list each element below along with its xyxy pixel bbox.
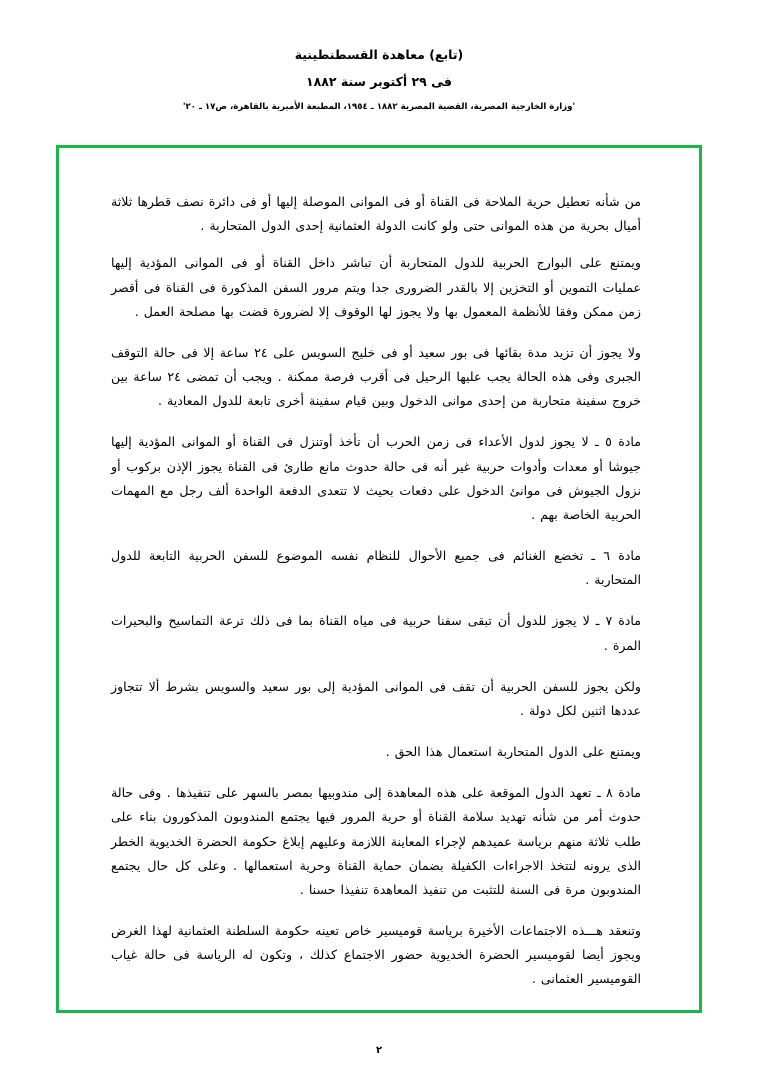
content-frame	[56, 145, 702, 1013]
paragraph: وتنعقد هـــذه الاجتماعات الأخيرة برياسة قوميسير خاص تعينه حكومة السلطنة العثمانية لهذا الغرض ويجوز أيضا لقوميسير الحضرة الخديوية حضور الاجتماع كذلك ، وتكون له الرياسة فى حالة غياب القوميسير العثمانى .	[111, 923, 641, 987]
page-number: ٢	[375, 1045, 383, 1056]
page-title: (تابع) معاهدة القسطنطينية	[294, 47, 464, 62]
paragraph: من شأنه تعطيل حرية الملاحة فى القناة أو فى الموانى الموصلة إليها أو فى دائرة نصف قطرها ثلاثة أميال بحرية من هذه الموانى حتى ولو كانت الدولة العثمانية إحدى الدول المتحاربة .	[111, 194, 641, 234]
paragraph: ويمتنع على البوارج الحربية للدول المتحاربة أن تباشر داخل القناة أو فى الموانى المؤدية إليها عمليات التموين أو التخزين إلا بالقدر الضرورى جدا ويتم مرور السفن المذكورة فى القناة فى أقصر زمن ممكن وفقا للأنظمة المعمول بها ولا يجوز لها الوقوف إلا لضرورة قضت بها مصلحة العمل .	[111, 255, 641, 319]
paragraph: ولا يجوز أن تزيد مدة بقائها فى بور سعيد أو فى خليج السويس على ٢٤ ساعة إلا فى حالة التوقف الجبرى وفى هذه الحالة يجب عليها الرحيل فى أقرب فرصة ممكنة . ويجب أن تمضى ٢٤ ساعة بين خروج سفينة متحاربة من إحدى موانى الدخول وبين قيام سفينة أخرى تابعة للدول المعادية .	[111, 344, 641, 409]
article-7: مادة ٧ ـ لا يجوز للدول أن تبقى سفنا حربية فى مياه القناة بما فى ذلك ترعة التماسيح والبحيرات المرة .	[111, 613, 641, 653]
content-body	[59, 148, 699, 1010]
article-5: مادة ٥ ـ لا يجوز لدول الأعداء فى زمن الحرب أن تأخذ أوتنزل فى القناة أو الموانى المؤدية إليها جيوشا أو معدات وأدوات حربية غير أنه فى حالة حدوث مانع طارئ فى القناة يجوز الإذن بركوب أو نزول الجيوش فى موانئ الدخول على دفعات بحيث لا تتعدى الدفعة الواحدة ألف رجل مع المهمات الحربية الخاصة بهم .	[111, 434, 642, 522]
paragraph: ولكن يجوز للسفن الحربية أن تقف فى الموانى المؤدية إلى بور سعيد والسويس بشرط ألا تتجاوز عددها اثنين لكل دولة .	[111, 678, 641, 718]
page-subtitle: فى ٢٩ أكتوبر سنة ١٨٨٢	[306, 73, 452, 89]
article-6: مادة ٦ ـ تخضع الغنائم فى جميع الأحوال للنظام نفسه الموضوع للسفن الحربية التابعة للدول المتحاربة .	[111, 548, 641, 588]
paragraph: ويمتنع على الدول المتحاربة استعمال هذا الحق .	[385, 744, 641, 760]
article-8: مادة ٨ ـ تعهد الدول الموقعة على هذه المعاهدة إلى مندوبيها بمصر بالسهر على تنفيذها . وفى حالة حدوث أمر من شأنه تهديد سلامة القناة أو حرية المرور فيها يجتمع المندوبون المذكورون بناء على طلب ثلاثة منهم برياسة عميدهم لإجراء المعاينة اللازمة وعليهم إبلاغ حكومة الحضرة الخديوية الخطر الذى يرونه لتتخذ الاجراءات الكفيلة بضمان حماية القناة وحرية استعمالها . وعلى كل حال يجتمع المندوبون مرة فى السنة للتثبت من تنفيذ المعاهدة تنفيذا حسنا .	[111, 785, 642, 897]
source-citation: 'وزارة الخارجية المصرية، القضية المصرية ١٨٨٢ ـ ١٩٥٤، المطبعة الأميرية بالقاهرة، ص١٧ ـ ٢٠'	[182, 102, 576, 112]
page-header	[0, 0, 758, 113]
